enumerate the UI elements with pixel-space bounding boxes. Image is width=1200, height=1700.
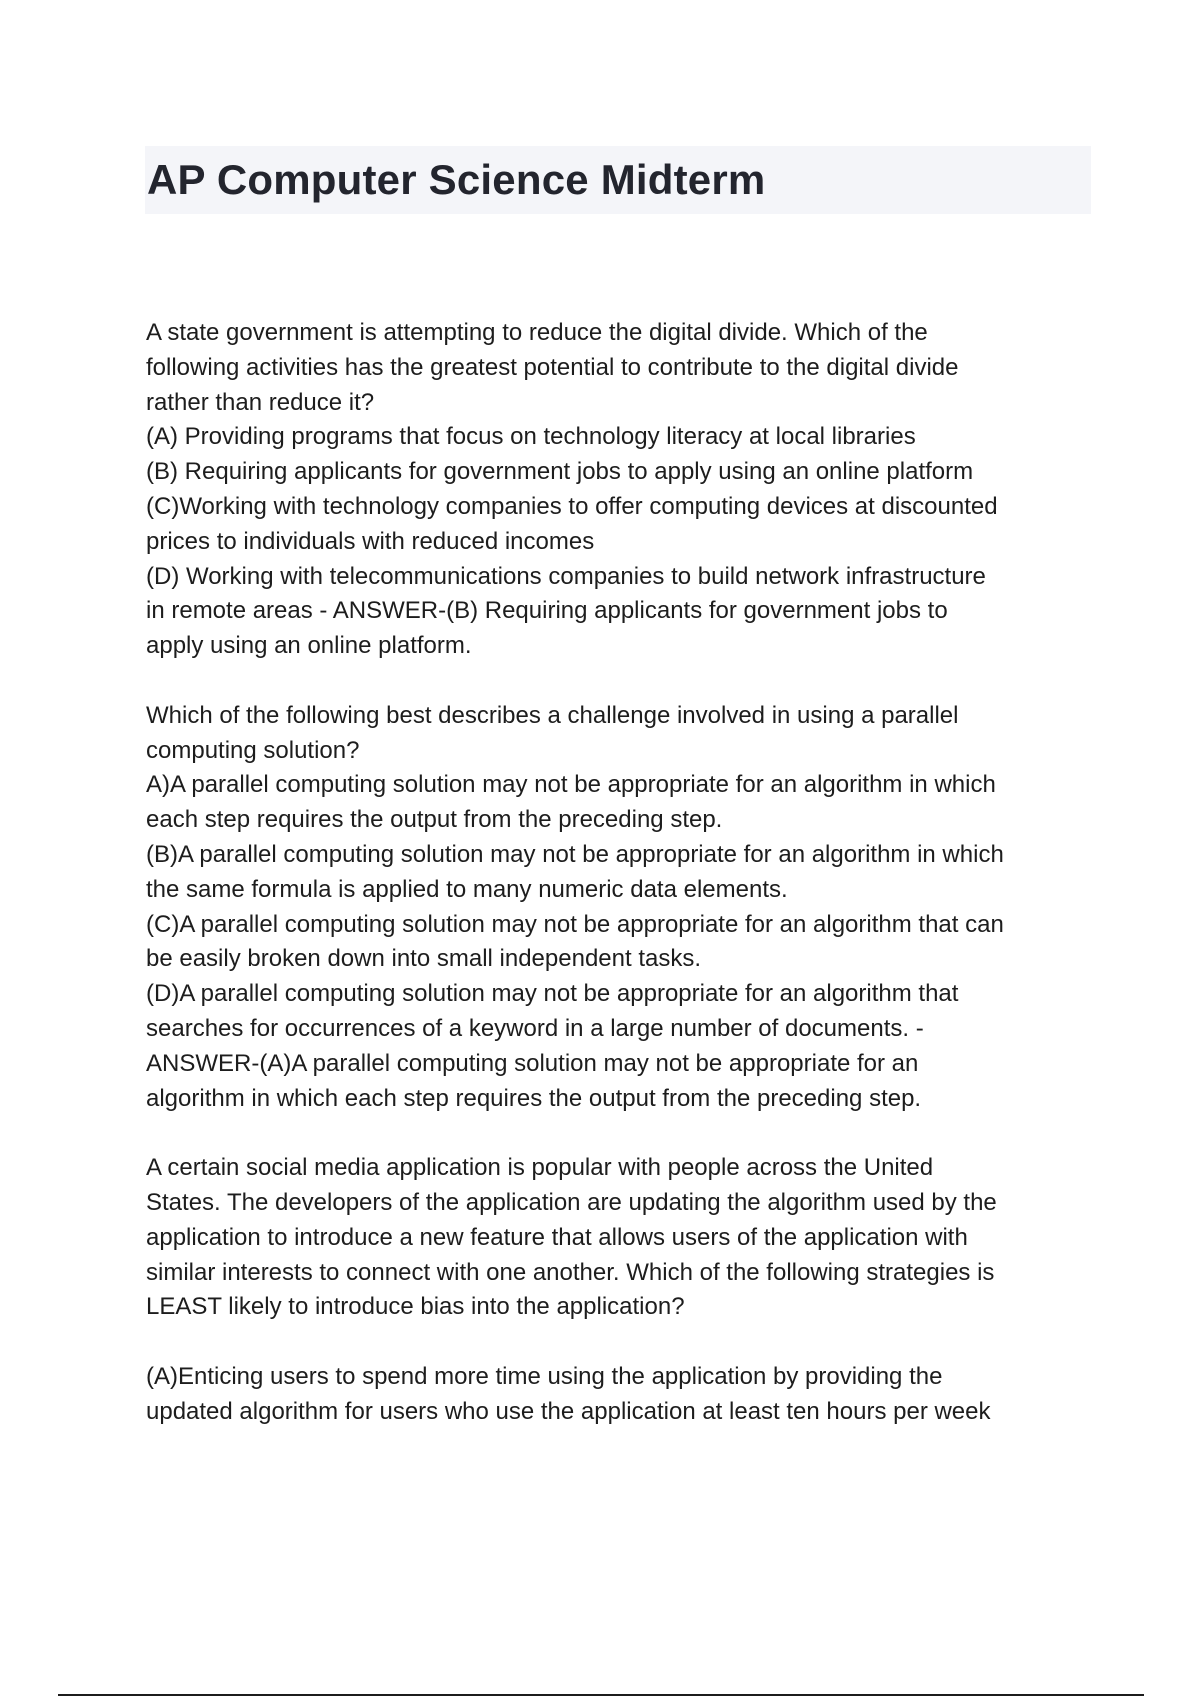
text-line: rather than reduce it? <box>146 388 375 416</box>
title-band <box>145 146 1091 214</box>
text-line: searches for occurrences of a keyword in a large number of documents. - <box>146 1014 924 1042</box>
text-line: algorithm in which each step requires the output from the preceding step. <box>146 1084 922 1112</box>
text-line: A state government is attempting to reduce the digital divide. Which of the <box>146 319 928 346</box>
question-block-3 <box>146 1151 1096 1325</box>
text-line: be easily broken down into small independent tasks. <box>146 945 701 973</box>
text-line: similar interests to connect with one another. Which of the following strategies is <box>146 1258 995 1286</box>
text-line: the same formula is applied to many numeric data elements. <box>146 875 788 903</box>
text-line: A)A parallel computing solution may not be appropriate for an algorithm in which <box>146 771 996 799</box>
text-line: (A) Providing programs that focus on technology literacy at local libraries <box>146 423 916 451</box>
page-footer-rule <box>58 1694 1144 1696</box>
text-line: ANSWER-(A)A parallel computing solution may not be appropriate for an <box>146 1049 919 1077</box>
text-line: computing solution? <box>146 736 360 764</box>
text-line: apply using an online platform. <box>146 632 472 660</box>
text-line: A certain social media application is popular with people across the United <box>146 1154 934 1182</box>
page-title: AP Computer Science Midterm <box>147 156 766 203</box>
question-block-3-options <box>146 1360 1096 1430</box>
text-line: prices to individuals with reduced incomes <box>146 527 595 555</box>
text-line: application to introduce a new feature that allows users of the application with <box>146 1223 968 1251</box>
text-line: each step requires the output from the preceding step. <box>146 806 723 834</box>
document-body <box>146 316 1096 1464</box>
text-line: updated algorithm for users who use the application at least ten hours per week <box>146 1397 991 1425</box>
text-line: (B)A parallel computing solution may not be appropriate for an algorithm in which <box>146 840 1004 868</box>
text-line: (B) Requiring applicants for government jobs to apply using an online platform <box>146 458 974 486</box>
question-block-1 <box>146 316 1096 664</box>
text-line: (D) Working with telecommunications companies to build network infrastructure <box>146 562 986 590</box>
text-line: States. The developers of the application are updating the algorithm used by the <box>146 1188 997 1216</box>
text-line: (C)A parallel computing solution may not be appropriate for an algorithm that can <box>146 910 1004 938</box>
text-line: (D)A parallel computing solution may not be appropriate for an algorithm that <box>146 980 959 1008</box>
text-line: in remote areas - ANSWER-(B) Requiring applicants for government jobs to <box>146 597 948 625</box>
text-line: LEAST likely to introduce bias into the application? <box>146 1293 685 1321</box>
question-block-2 <box>146 699 1096 1117</box>
text-line: (C)Working with technology companies to offer computing devices at discounted <box>146 492 998 520</box>
text-line: (A)Enticing users to spend more time using the application by providing the <box>146 1362 943 1390</box>
text-line: following activities has the greatest potential to contribute to the digital divide <box>146 353 959 381</box>
text-line: Which of the following best describes a challenge involved in using a parallel <box>146 701 959 729</box>
